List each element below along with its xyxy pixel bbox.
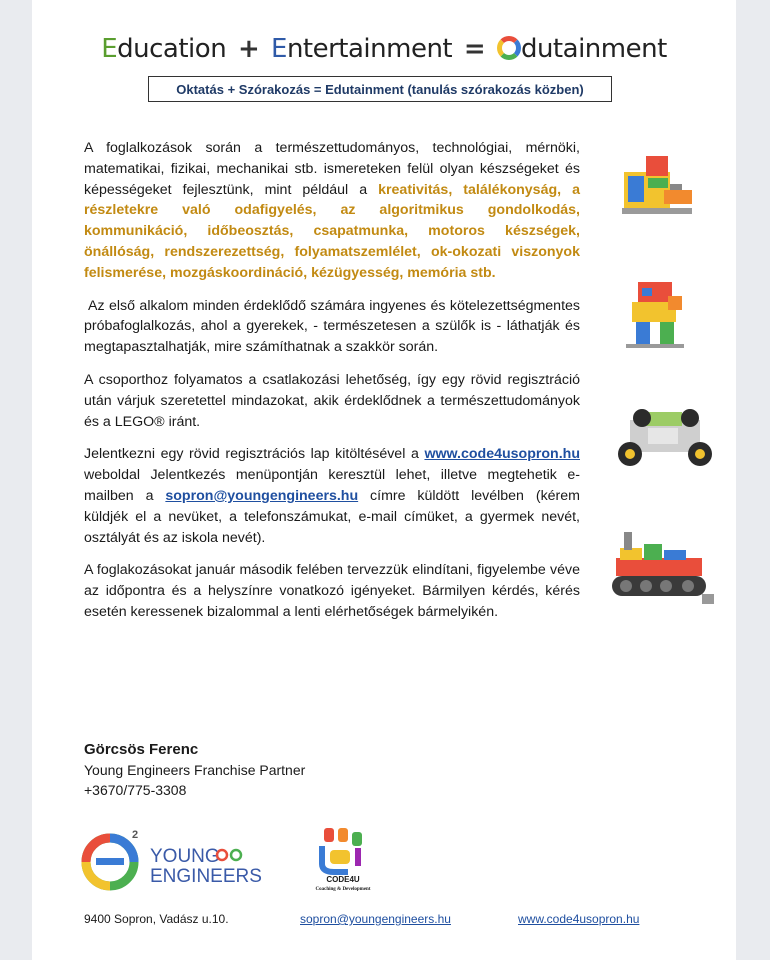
flyer-page bbox=[32, 0, 736, 960]
paragraph-registration-b: weboldal Jelentkezés menüpontján keresztül lehet, illetve megtehetik e-mailben a bbox=[84, 467, 580, 504]
lego-robot-image-1 bbox=[618, 150, 698, 222]
paragraph-schedule: A foglakozásokat január második felében tervezzük elindítani, figyelembe véve az időpontra és a helyszínre vonatkozó igényeket. Bármilyen kérdés, kérés esetén keressenek bizalommal a lenti elérhetőségek bármelyikén. bbox=[84, 562, 580, 620]
title-entertainment-rest: ntertainment bbox=[286, 34, 453, 64]
signature-phone: +3670/775-3308 bbox=[84, 782, 187, 798]
footer-website-link[interactable]: www.code4usopron.hu bbox=[518, 912, 640, 926]
lego-tank-image bbox=[610, 518, 720, 614]
paragraph-joining: A csoporthoz folyamatos a csatlakozási lehetőség, így egy rövid regisztráció után várjuk szeretettel mindazokat, akik érdeklődnek a természettudományok és a LEGO® iránt. bbox=[84, 371, 580, 430]
edutainment-e-logo-icon bbox=[497, 36, 521, 60]
code4u-name: CODE4U bbox=[326, 875, 360, 884]
title-plus: + bbox=[237, 34, 260, 64]
gear-icon-2 bbox=[231, 850, 241, 860]
paragraph-registration-a: Jelentkezni egy rövid regisztrációs lap kitöltésével a bbox=[84, 446, 425, 463]
signature-block bbox=[84, 740, 305, 800]
footer-email-link[interactable]: sopron@youngengineers.hu bbox=[300, 912, 451, 926]
title-education-rest: ducation bbox=[117, 34, 227, 64]
young-engineers-line1: YOUNG bbox=[150, 846, 220, 867]
code4u-tagline: Coaching & Development bbox=[315, 887, 371, 892]
title-edutainment-rest: dutainment bbox=[520, 34, 667, 64]
signature-name: Görcsös Ferenc bbox=[84, 741, 199, 758]
lego-car-image bbox=[612, 398, 718, 474]
lego-robot-image-2 bbox=[624, 274, 690, 350]
footer-address: 9400 Sopron, Vadász u.10. bbox=[84, 912, 229, 926]
footer-email-container bbox=[300, 912, 451, 926]
paragraph-free-trial: Az első alkalom minden érdeklődő számára ingyenes és kötelezettségmentes próbafoglalkozás, ahol a gyerekek, - természetesen a szülők is - láthatják és megtapasztalhatják, mire számíthatnak a szakkör során. bbox=[84, 297, 580, 356]
young-engineers-line2: ENGINEERS bbox=[150, 866, 262, 887]
paragraph-registration-c: címre küldött levélben (kérem küldjék el a nevüket, a telefonszámukat, e-mail címüket, a gyermek nevét, osztályát és az iskola nevét). bbox=[84, 487, 580, 546]
title-equals: = bbox=[463, 34, 486, 64]
email-link[interactable]: sopron@youngengineers.hu bbox=[165, 487, 359, 504]
young-engineers-logo bbox=[80, 828, 270, 892]
paragraph-registration bbox=[84, 444, 580, 548]
page-title bbox=[32, 34, 736, 64]
subtitle-box: Oktatás + Szórakozás = Edutainment (tanulás szórakozás közben) bbox=[148, 76, 612, 102]
title-entertainment-cap: E bbox=[271, 34, 287, 64]
paragraph-skills-plain: A foglalkozások során a természettudományos, technológiai, mérnöki, matematikai, fizikai, mechanikai stb. ismereteken felül olyan készségeket és képességeket fejlesztünk, mint például a bbox=[84, 140, 580, 198]
code4u-logo bbox=[300, 826, 386, 892]
paragraph-skills bbox=[84, 138, 580, 284]
title-education-cap: E bbox=[101, 34, 118, 64]
website-link[interactable]: www.code4usopron.hu bbox=[424, 446, 580, 463]
body-text bbox=[84, 138, 580, 635]
young-engineers-superscript: 2 bbox=[132, 829, 139, 841]
footer-website-container bbox=[518, 912, 639, 926]
paragraph-skills-highlight: kreativitás, találékonyság, a részletekre való odafigyelés, az algoritmikus gondolkodás, kommunikáció, időbeosztás, csapatmunka, motoros készségek, önállóság, rendszerezettség, folyamatszemlélet, ok-okozati viszonyok felismerése, mozgáskoordináció, kézügyesség, memória stb. bbox=[84, 181, 580, 281]
signature-role: Young Engineers Franchise Partner bbox=[84, 762, 306, 778]
